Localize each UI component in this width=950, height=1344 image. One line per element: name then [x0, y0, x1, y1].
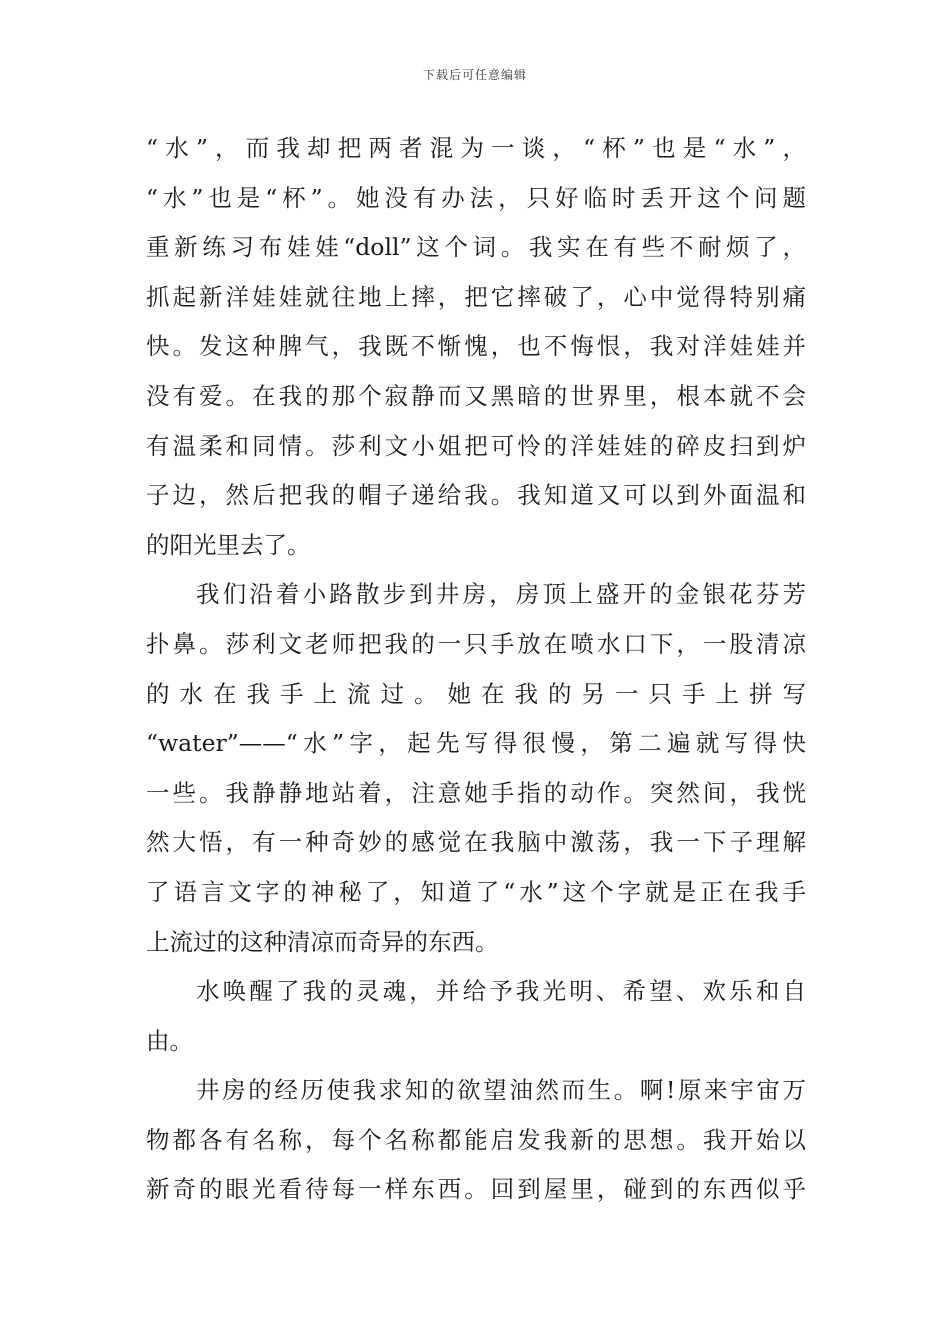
- text-line: 抓起新洋娃娃就往地上摔，把它摔破了，心中觉得特别痛: [146, 282, 806, 311]
- text-line: 井房的经历使我求知的欲望油然而生。啊!原来宇宙万: [196, 1076, 806, 1105]
- text-line: 的阳光里去了。: [146, 530, 311, 559]
- text-line: 扑鼻。莎利文老师把我的一只手放在喷水口下，一股清凉: [146, 629, 806, 658]
- text-line: 水唤醒了我的灵魂，并给予我光明、希望、欢乐和自: [196, 977, 806, 1006]
- text-line: 了语言文字的神秘了，知道了“水”这个字就是正在我手: [146, 877, 806, 906]
- page-header: 下载后可任意编辑: [422, 68, 527, 82]
- text-line: 新奇的眼光看待每一样东西。回到屋里，碰到的东西似乎: [146, 1175, 806, 1204]
- text-line: 然大悟，有一种奇妙的感觉在我脑中激荡，我一下子理解: [146, 828, 806, 857]
- text-line: 重新练习布娃娃“doll”这个词。我实在有些不耐烦了，: [146, 233, 806, 262]
- text-line: 没有爱。在我的那个寂静而又黑暗的世界里，根本就不会: [146, 381, 806, 410]
- text-line: 物都各有名称，每个名称都能启发我新的思想。我开始以: [146, 1125, 806, 1154]
- text-line: 一些。我静静地站着，注意她手指的动作。突然间，我恍: [146, 778, 806, 807]
- text-line: 由。: [146, 1026, 193, 1055]
- document-body: [146, 124, 806, 1215]
- text-line: 快。发这种脾气，我既不惭愧，也不悔恨，我对洋娃娃并: [146, 332, 806, 361]
- text-line: 有温柔和同情。莎利文小姐把可怜的洋娃娃的碎皮扫到炉: [146, 431, 806, 460]
- text-line: “水”，而我却把两者混为一谈，“杯”也是“水”，: [146, 134, 806, 162]
- text-line: 我们沿着小路散步到井房，房顶上盛开的金银花芬芳: [196, 580, 806, 609]
- text-line: 的水在我手上流过。她在我的另一只手上拼写: [146, 679, 806, 708]
- text-line: 子边，然后把我的帽子递给我。我知道又可以到外面温和: [146, 481, 806, 510]
- text-line: 上流过的这种清凉而奇异的东西。: [146, 927, 499, 956]
- text-line: “water”——“水”字，起先写得很慢，第二遍就写得快: [146, 729, 806, 758]
- text-line: “水”也是“杯”。她没有办法，只好临时丢开这个问题: [146, 183, 806, 212]
